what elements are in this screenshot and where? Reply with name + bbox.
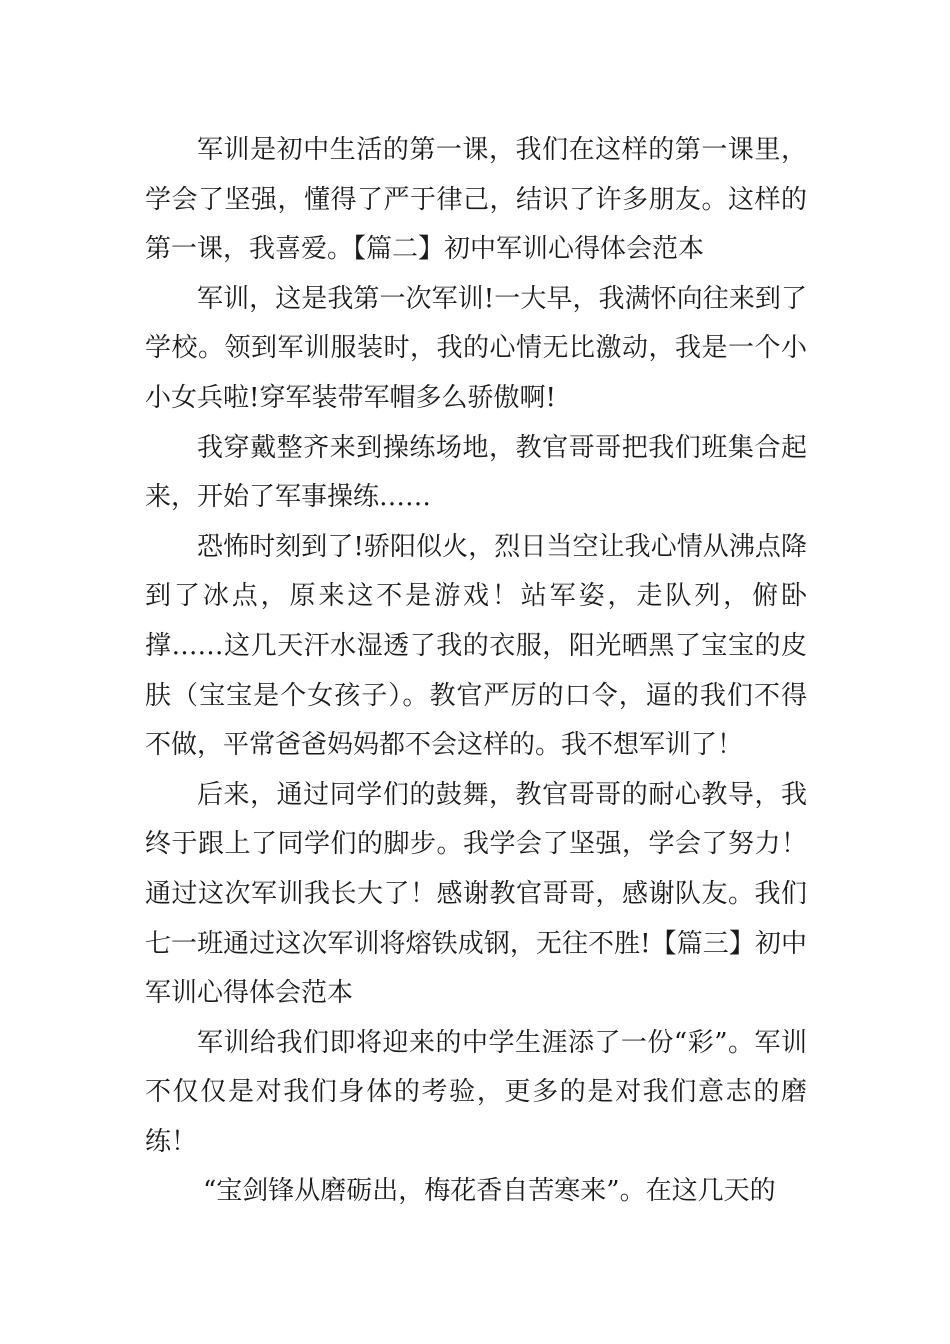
document-body [145,126,807,1217]
paragraph-3: 我穿戴整齐来到操练场地，教官哥哥把我们班集合起来，开始了军事操练…… [145,432,807,513]
paragraph-6: 军训给我们即将迎来的中学生涯添了一份“彩”。军训不仅仅是对我们身体的考验，更多的是对我们意志的磨练！ [145,1027,807,1157]
paragraph-5: 后来，通过同学们的鼓舞，教官哥哥的耐心教导，我终于跟上了同学们的脚步。我学会了坚强，学会了努力！通过这次军训我长大了！感谢教官哥哥，感谢队友。我们七一班通过这次军训将熔铁成钢，无往不胜!【篇三】初中军训心得体会范本 [145,779,807,1009]
paragraph-7: “宝剑锋从磨砺出，梅花香自苦寒来”。在这几天的 [203,1176,776,1207]
paragraph-2: 军训，这是我第一次军训!一大早，我满怀向往来到了学校。领到军训服装时，我的心情无比激动，我是一个小小女兵啦!穿军装带军帽多么骄傲啊! [145,283,807,413]
paragraph-1: 军训是初中生活的第一课，我们在这样的第一课里，学会了坚强，懂得了严于律己，结识了许多朋友。这样的第一课，我喜爱。【篇二】初中军训心得体会范本 [145,135,807,265]
paragraph-4: 恐怖时刻到了!骄阳似火，烈日当空让我心情从沸点降到了冰点，原来这不是游戏！站军姿，走队列，俯卧撑……这几天汗水湿透了我的衣服，阳光晒黑了宝宝的皮肤（宝宝是个女孩子）。教官严厉的口令，逼的我们不得不做，平常爸爸妈妈都不会这样的。我不想军训了！ [145,531,807,761]
